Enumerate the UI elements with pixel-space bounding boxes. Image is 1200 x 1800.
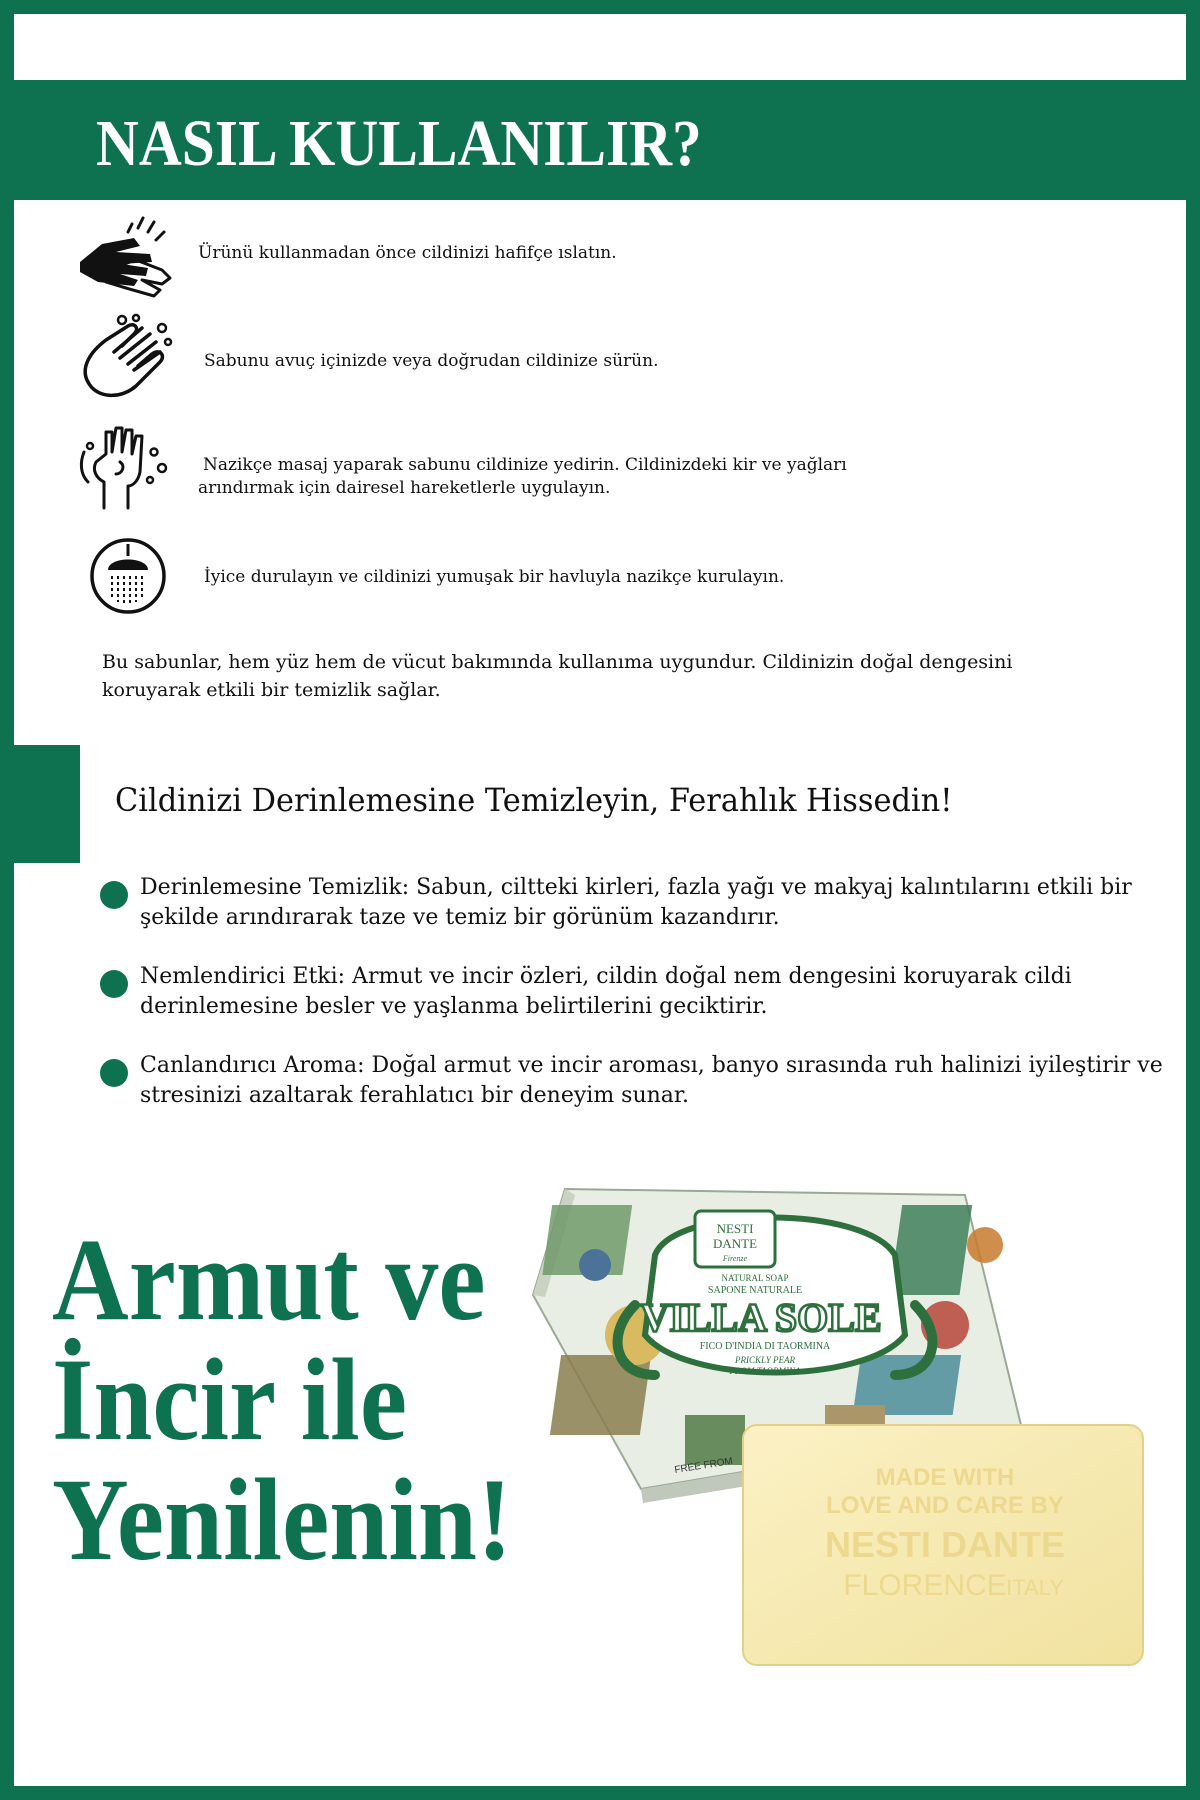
page-title: NASIL KULLANILIR?: [96, 107, 702, 180]
variant-english-1: PRICKLY PEAR: [734, 1355, 796, 1365]
bar-engraving-5: ITALY: [1006, 1575, 1064, 1600]
brand-name-1: NESTI: [716, 1221, 754, 1236]
intro-paragraph: Bu sabunlar, hem yüz hem de vücut bakımında kullanıma uygundur. Cildinizin doğal dengesini koruyarak etkili bir temizlik sağlar.: [102, 651, 1013, 701]
brand-city: Firenze: [722, 1254, 748, 1263]
bullet-dot: [100, 970, 128, 998]
hand-massage-icon: [76, 422, 176, 512]
slogan: [52, 1214, 513, 1585]
benefit-text: Nemlendirici Etki: Armut ve incir özleri, cildin doğal nem dengesini koruyarak cildi derinlemesine besler ve yaşlanma belirtilerini geciktirir.: [140, 964, 1072, 1019]
bar-engraving-2: LOVE AND CARE BY: [826, 1492, 1064, 1519]
product-name: VILLA SOLE: [640, 1295, 882, 1340]
step-text-line-2: arındırmak için dairesel hareketlerle uygulayın.: [198, 478, 611, 498]
hands-water-icon: [76, 210, 176, 300]
brand-name-2: DANTE: [712, 1236, 758, 1251]
step-text-line-1: Nazikçe masaj yaparak sabunu cildinize yedirin. Cildinizdeki kir ve yağları: [203, 455, 847, 475]
box-side-label: FREE FROM: [673, 1455, 734, 1476]
step-text: İyice durulayın ve cildinizi yumuşak bir havluyla nazikçe kurulayın.: [204, 567, 785, 587]
product-image: [525, 1185, 1165, 1675]
bullet-dot: [100, 1059, 128, 1087]
slogan-line-3: Yenilenin!: [52, 1454, 513, 1585]
variant-english-2: FROM TAORMINA: [729, 1366, 801, 1376]
bar-engraving-3: NESTI DANTE: [824, 1524, 1066, 1565]
step-text: Sabunu avuç içinizde veya doğrudan cildinize sürün.: [204, 351, 659, 371]
slogan-line-2: İncir ile: [52, 1334, 407, 1465]
step-text: Ürünü kullanmadan önce cildinizi hafifçe ıslatın.: [198, 243, 617, 263]
slogan-line-1: Armut ve: [52, 1214, 486, 1345]
bullet-dot: [100, 881, 128, 909]
benefits-title: Cildinizi Derinlemesine Temizleyin, Ferahlık Hissedin!: [115, 781, 953, 819]
natural-soap-label: NATURAL SOAP: [721, 1273, 789, 1283]
benefit-text: Derinlemesine Temizlik: Sabun, ciltteki kirleri, fazla yağı ve makyaj kalıntılarını etkili bir şekilde arındırarak taze ve temiz bir görünüm kazandırır.: [140, 875, 1132, 930]
shower-icon: [76, 530, 176, 620]
bar-engraving-1: MADE WITH: [875, 1464, 1015, 1491]
soap-bar: [743, 1425, 1143, 1665]
section-accent-tab: [0, 745, 80, 863]
variant-italian: FICO D'INDIA DI TAORMINA: [699, 1341, 831, 1352]
hands-lather-icon: [76, 312, 176, 402]
benefit-text: Canlandırıcı Aroma: Doğal armut ve incir aroması, banyo sırasında ruh halinizi iyileştirir ve stresinizi azaltarak ferahlatıcı bir deneyim sunar.: [140, 1053, 1163, 1108]
bar-engraving-4: FLORENCE: [843, 1569, 1007, 1602]
sapone-naturale-label: SAPONE NATURALE: [707, 1285, 803, 1296]
